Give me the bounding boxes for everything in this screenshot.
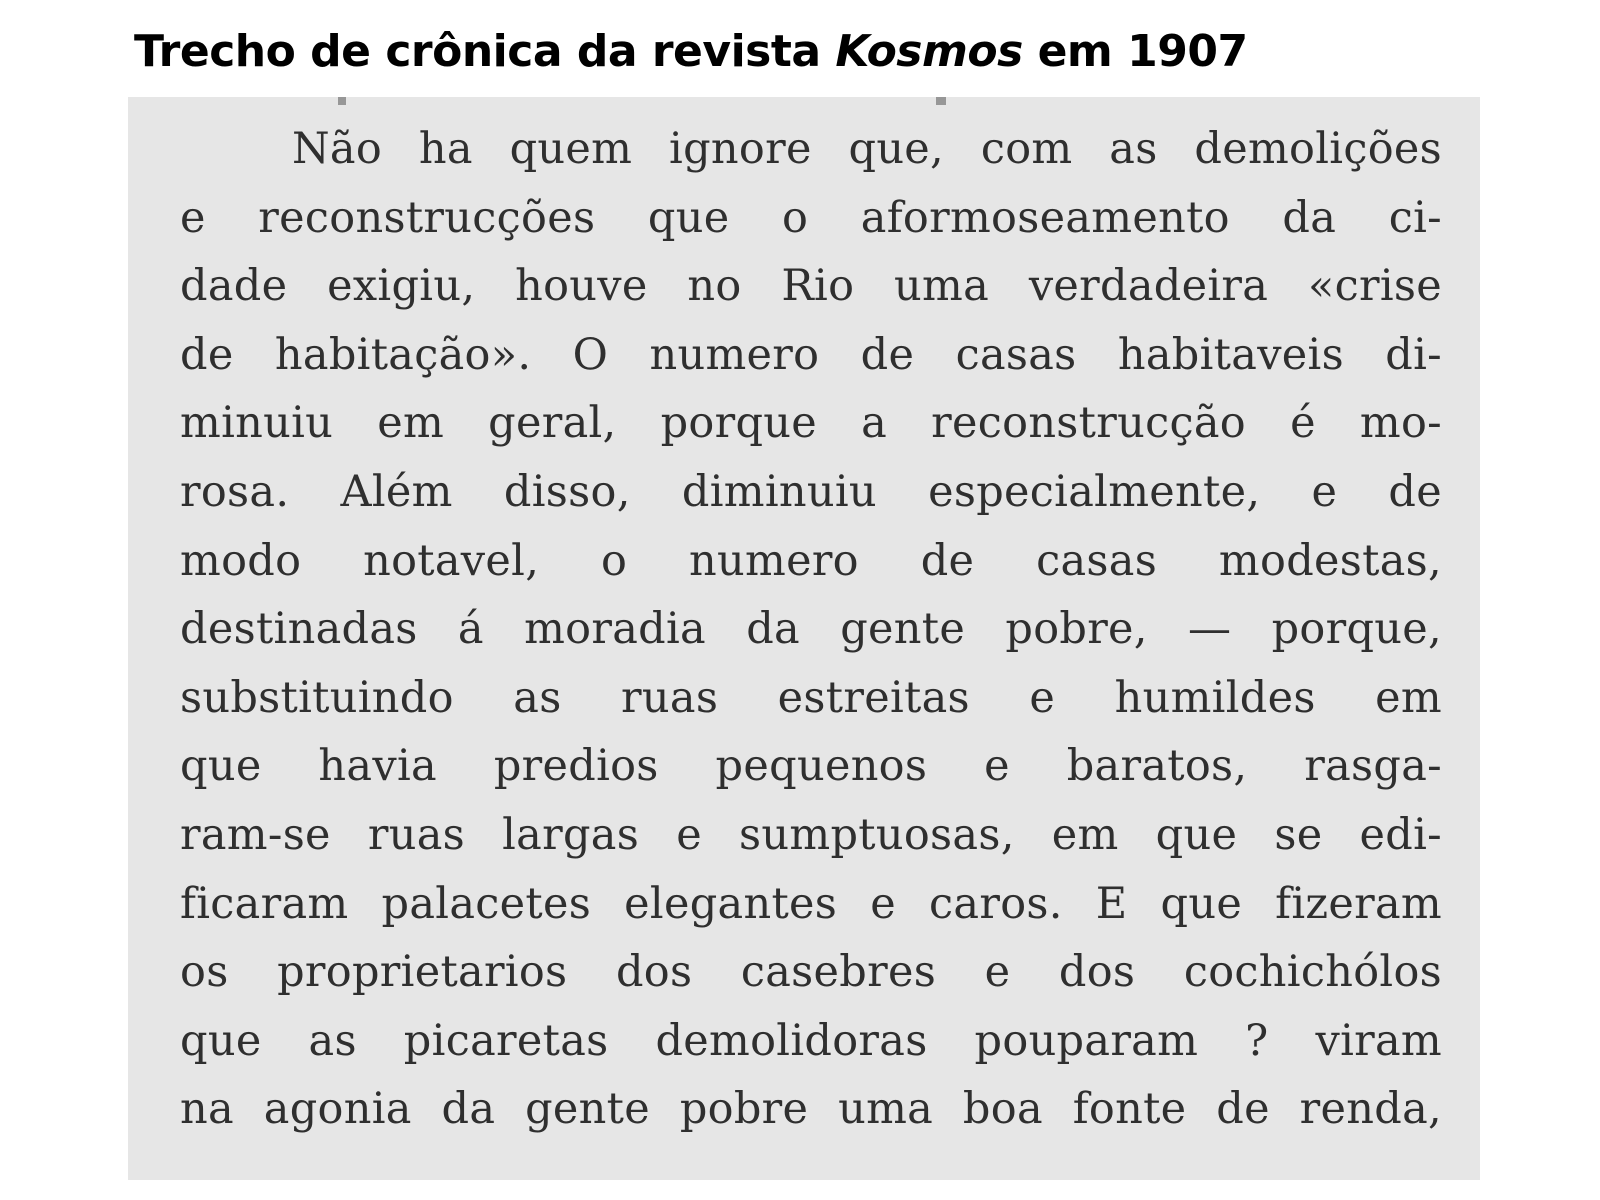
excerpt-line: que as picaretas demolidoras pouparam ? viram — [180, 1015, 1442, 1066]
title-prefix: Trecho de crônica da revista — [134, 26, 836, 77]
excerpt-line: e reconstrucções que o aformoseamento da ci- — [180, 192, 1442, 243]
excerpt-line: destinadas á moradia da gente pobre, — porque, — [180, 604, 1442, 655]
excerpt-line: ram-se ruas largas e sumptuosas, em que se edi- — [180, 809, 1442, 860]
excerpt-text — [180, 115, 1442, 1144]
page-title — [134, 22, 1248, 82]
excerpt-line: que havia predios pequenos e baratos, rasga- — [180, 741, 1442, 792]
excerpt-line: modo notavel, o numero de casas modestas, — [180, 535, 1442, 586]
scan-top-cut-mark — [936, 97, 946, 105]
excerpt-line: rosa. Além disso, diminuiu especialmente, e de — [180, 466, 1442, 517]
scanned-excerpt-image — [128, 97, 1480, 1180]
excerpt-line: minuiu em geral, porque a reconstrucção é mo- — [180, 398, 1442, 449]
title-magazine-name: Kosmos — [835, 26, 1023, 77]
excerpt-line: Não ha quem ignore que, com as demolições — [292, 124, 1442, 174]
title-suffix: em 1907 — [1022, 26, 1248, 77]
excerpt-line: de habitação». O numero de casas habitaveis di- — [180, 329, 1442, 380]
excerpt-line: na agonia da gente pobre uma boa fonte de renda, — [180, 1084, 1442, 1135]
scan-top-cut-mark — [338, 97, 346, 105]
excerpt-line: os proprietarios dos casebres e dos cochichólos — [180, 947, 1442, 998]
excerpt-line: substituindo as ruas estreitas e humildes em — [180, 672, 1442, 723]
excerpt-line: dade exigiu, houve no Rio uma verdadeira «crise — [180, 261, 1442, 312]
excerpt-line: ficaram palacetes elegantes e caros. E que fizeram — [180, 878, 1442, 929]
